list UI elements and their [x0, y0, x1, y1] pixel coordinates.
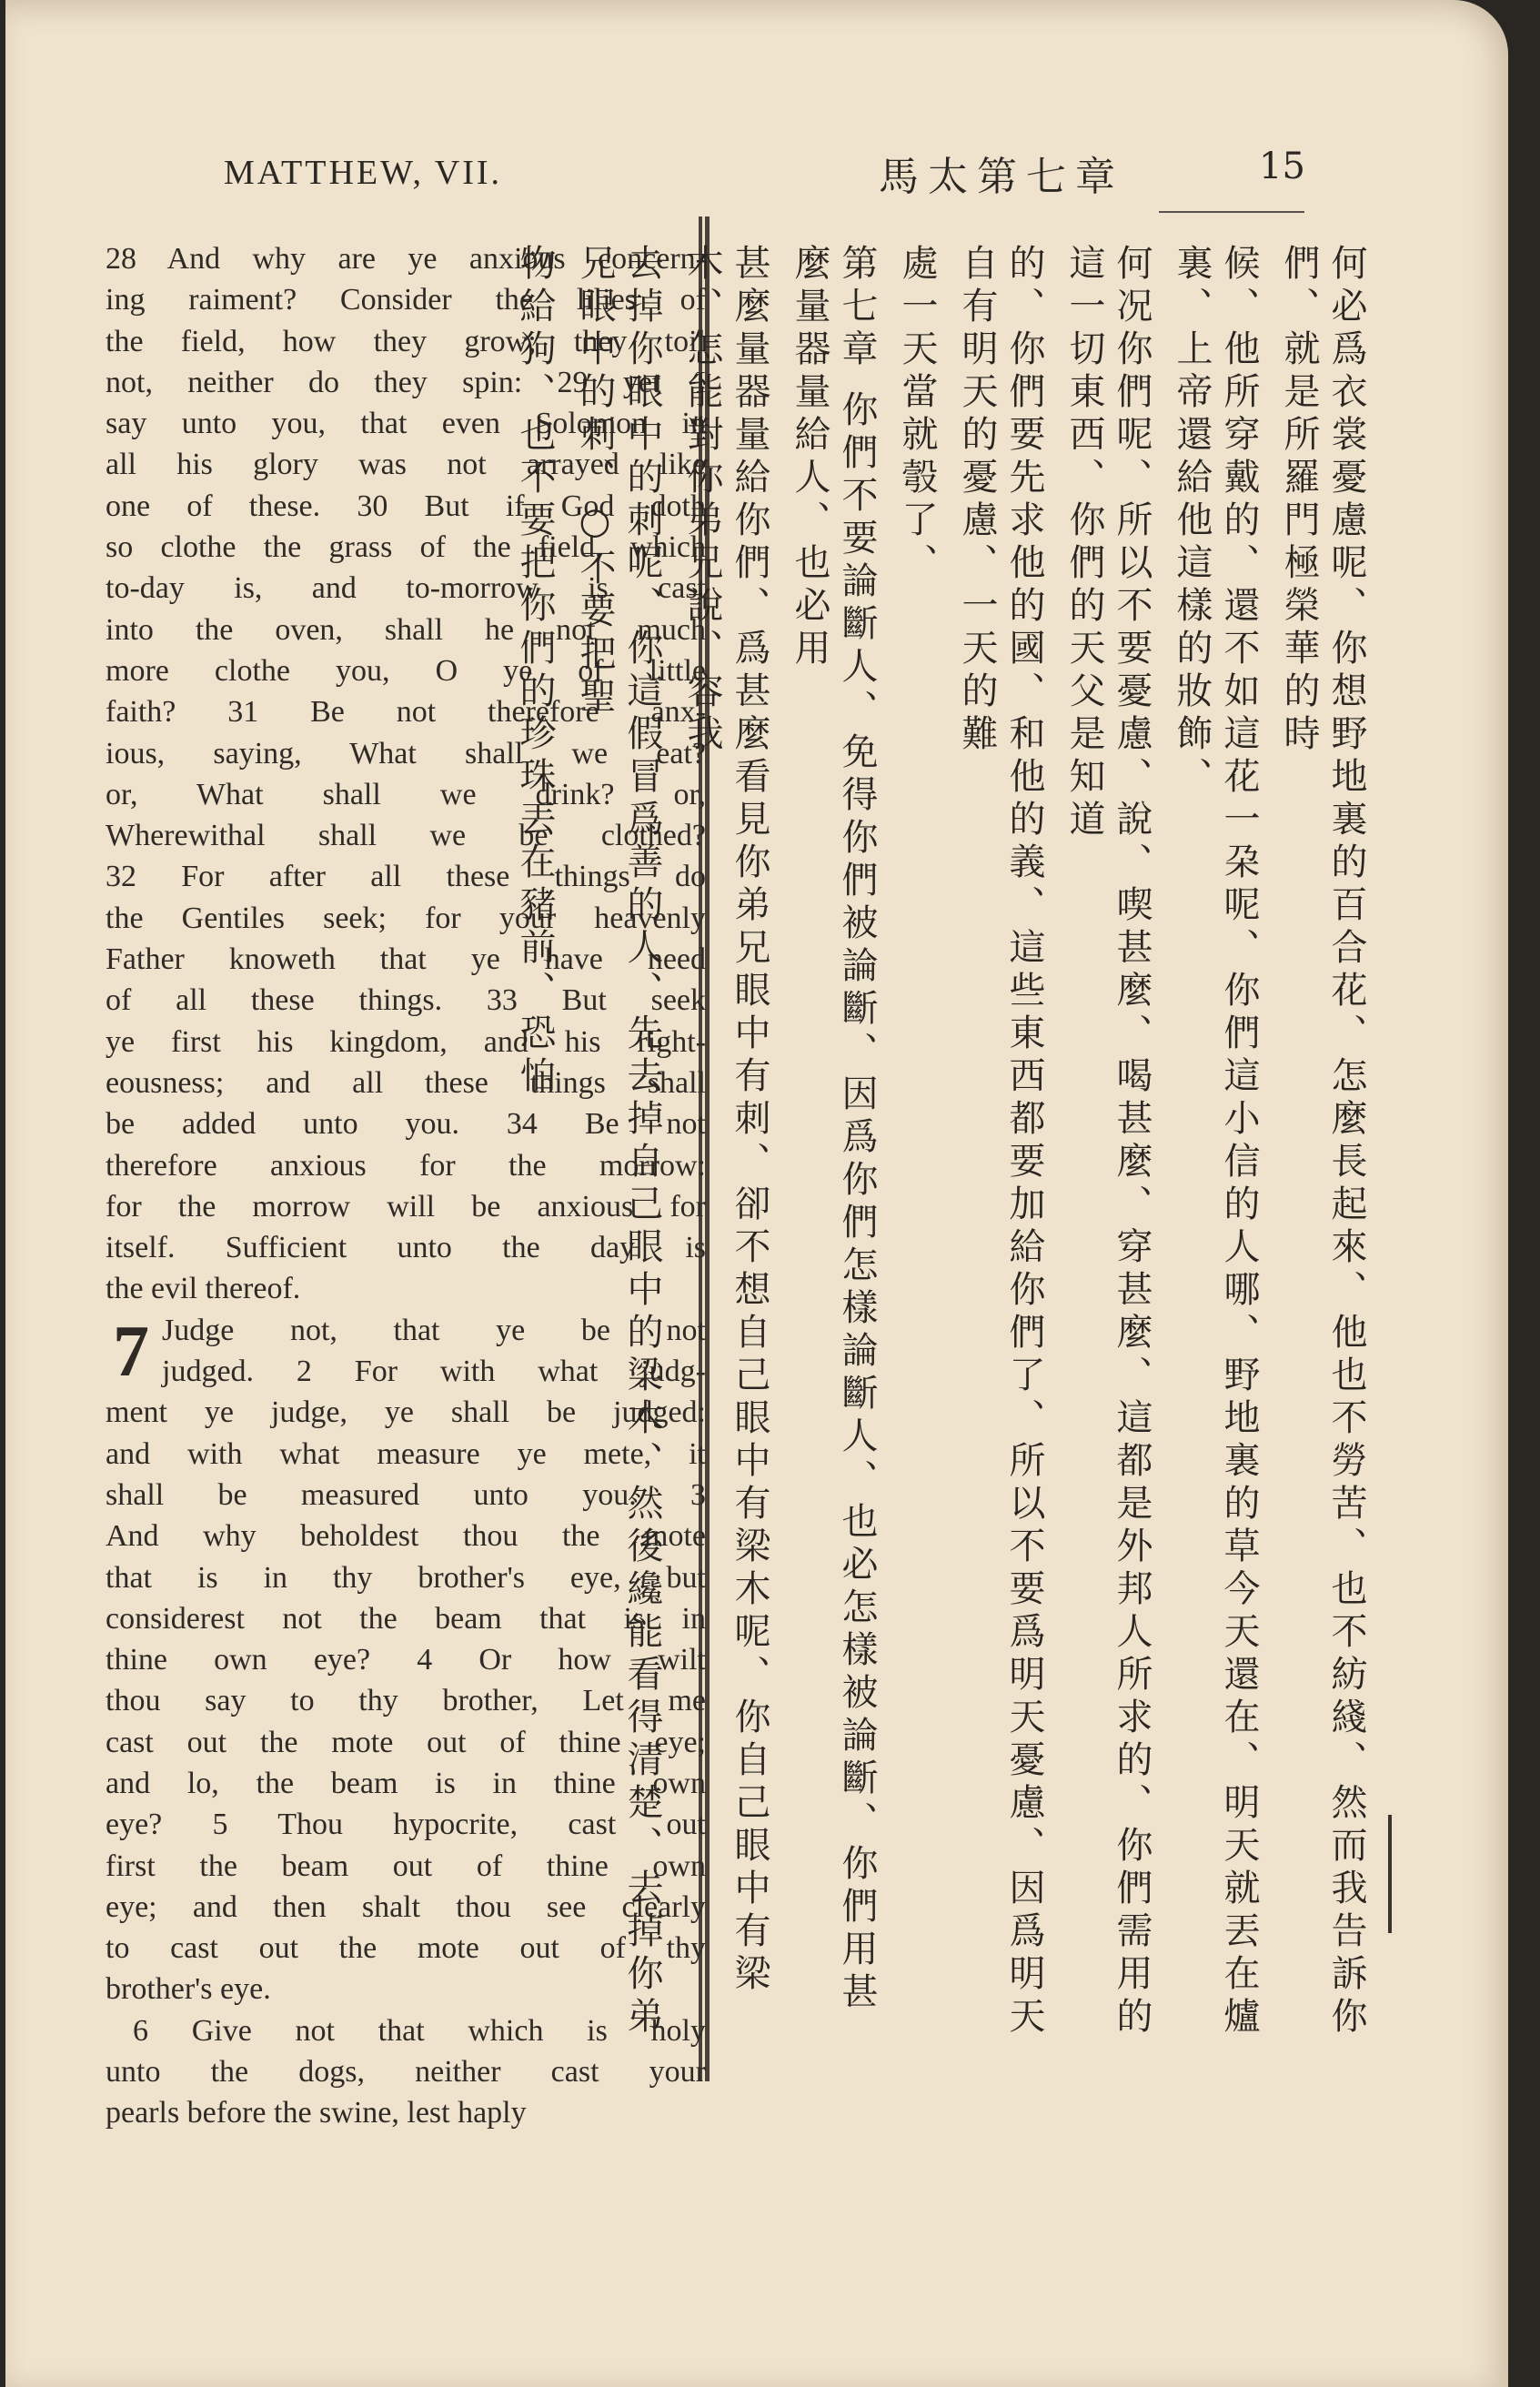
english-line: or, What shall we drink? or, [106, 777, 706, 811]
english-line: And why beholdest thou the mote [106, 1519, 706, 1554]
chapter-7-dropcap: 7 [113, 1311, 149, 1392]
english-line: the evil thereof. [106, 1272, 301, 1306]
running-head-chinese: 馬太第七章 [879, 154, 1124, 200]
english-line: ious, saying, What shall we eat? [106, 736, 706, 770]
english-line: unto the dogs, neither cast your [106, 2055, 706, 2090]
english-line: and lo, the beam is in thine own [106, 1766, 706, 1800]
chinese-text-column: 的、你們要先求他的國、和他的義、這些東西都要加給你們了、所以不要爲明天憂慮、因爲明天自有明天的憂慮、一天的難 [956, 244, 1045, 2040]
chinese-text-column: 候、他所穿戴的、還不如這花一朶呢、你們這小信的人哪、野地裏的草今天還在、明天就丟在爐裏、上帝還給他這樣的妝飾、 [1171, 244, 1260, 2040]
english-line: first the beam out of thine own [106, 1848, 706, 1883]
chinese-text-column: 甚麼量器量給你們、爲甚麼看見你弟兄眼中有刺、卻不想自己眼中有梁木呢、你自己眼中有梁木、怎能對你弟兄說、容我 [681, 244, 770, 1997]
english-line: 28 And why are ye anxious concern- [106, 242, 706, 276]
english-line: eye? 5 Thou hypocrite, cast out [106, 1808, 706, 1842]
english-line: faith? 31 Be not therefore anx- [106, 695, 706, 730]
english-line: ment ye judge, ye shall be judged: [106, 1395, 706, 1430]
english-line: pearls before the swine, lest haply [106, 2096, 527, 2130]
running-head-english: MATTHEW, VII. [224, 154, 503, 192]
english-line: itself. Sufficient unto the day is [106, 1231, 706, 1265]
english-line: the field, how they grow; they toil [106, 324, 706, 358]
chinese-text-column: 何必爲衣裳憂慮呢、你想野地裏的百合花、怎麼長起來、他也不勞苦、也不紡綫、然而我告訴你們、就是所羅門極榮華的時 [1278, 244, 1367, 2040]
english-line: eousness; and all these things shall [106, 1065, 706, 1100]
english-line: into the oven, shall he not much [106, 612, 706, 647]
english-line: to-day is, and to-morrow is cast [106, 571, 706, 606]
english-line: say unto you, that even Solomon in [106, 407, 706, 441]
english-line: of all these things. 33 But seek [106, 983, 706, 1018]
english-line: therefore anxious for the morrow: [106, 1148, 706, 1183]
english-line: eye; and then shalt thou see clearly [106, 1889, 706, 1924]
english-line: all his glory was not arrayed like [106, 448, 706, 482]
english-line: judged. 2 For with what judg- [162, 1355, 706, 1389]
english-line: be added unto you. 34 Be not [106, 1107, 706, 1142]
chinese-column [514, 244, 1370, 2054]
english-line: Father knoweth that ye have need [106, 942, 706, 977]
english-line: considerest not the beam that is in [106, 1601, 706, 1636]
english-line: brother's eye. [106, 1972, 271, 2007]
english-line: 6 Give not that which is holy [133, 2013, 706, 2048]
english-line: thine own eye? 4 Or how wilt [106, 1643, 706, 1677]
chinese-text-column: 第七章 你們不要論斷人、免得你們被論斷、因爲你們怎樣論斷人、也必怎樣被論斷、你們用甚麼量器量給人、也必用 [789, 244, 878, 2015]
book-page [5, 0, 1508, 2387]
chinese-text-column: 物給狗、也不要把你們的珍珠丟在豬前、恐怕 [514, 244, 556, 1099]
english-line: the Gentiles seek; for your heavenly [106, 901, 706, 935]
english-line: thou say to thy brother, Let me [106, 1684, 706, 1718]
chinese-text-column: 何况你們呢、所以不要憂慮、說、喫甚麼、喝甚麼、穿甚麼、這都是外邦人所求的、你們需用的這一切東西、你們的天父是知道 [1063, 244, 1152, 2040]
chinese-text-column: 去掉你眼中的刺呢、你這假冒爲善的人、先去掉自己眼中的梁木、然後纔能看得清楚、去掉你弟兄眼中的刺、○不要把聖 [574, 244, 663, 2040]
english-line: for the morrow will be anxious for [106, 1189, 706, 1224]
english-line: and with what measure ye mete, it [106, 1436, 706, 1471]
english-line: 32 For after all these things do [106, 860, 706, 894]
english-line: that is in thy brother's eye, but [106, 1560, 706, 1595]
english-line: shall be measured unto you. 3 [106, 1477, 706, 1512]
english-line: not, neither do they spin: 29 yet I [106, 365, 706, 399]
english-line: ing raiment? Consider the lilies of [106, 283, 706, 317]
english-line: one of these. 30 But if God doth [106, 488, 706, 523]
english-line: Judge not, that ye be not [162, 1313, 706, 1347]
english-line: ye first his kingdom, and his right- [106, 1024, 706, 1059]
header-rule [1159, 211, 1304, 213]
proper-name-mark [1388, 1815, 1392, 1933]
english-line: more clothe you, O ye of little [106, 653, 706, 688]
chinese-text-column: 處一天當就彀了、 [896, 244, 938, 586]
english-line: cast out the mote out of thine eye; [106, 1725, 706, 1759]
english-line: so clothe the grass of the field, which [106, 530, 706, 565]
english-line: to cast out the mote out of thy [106, 1931, 706, 1966]
page-number: 15 [1259, 146, 1305, 187]
english-line: Wherewithal shall we be clothed? [106, 819, 706, 853]
